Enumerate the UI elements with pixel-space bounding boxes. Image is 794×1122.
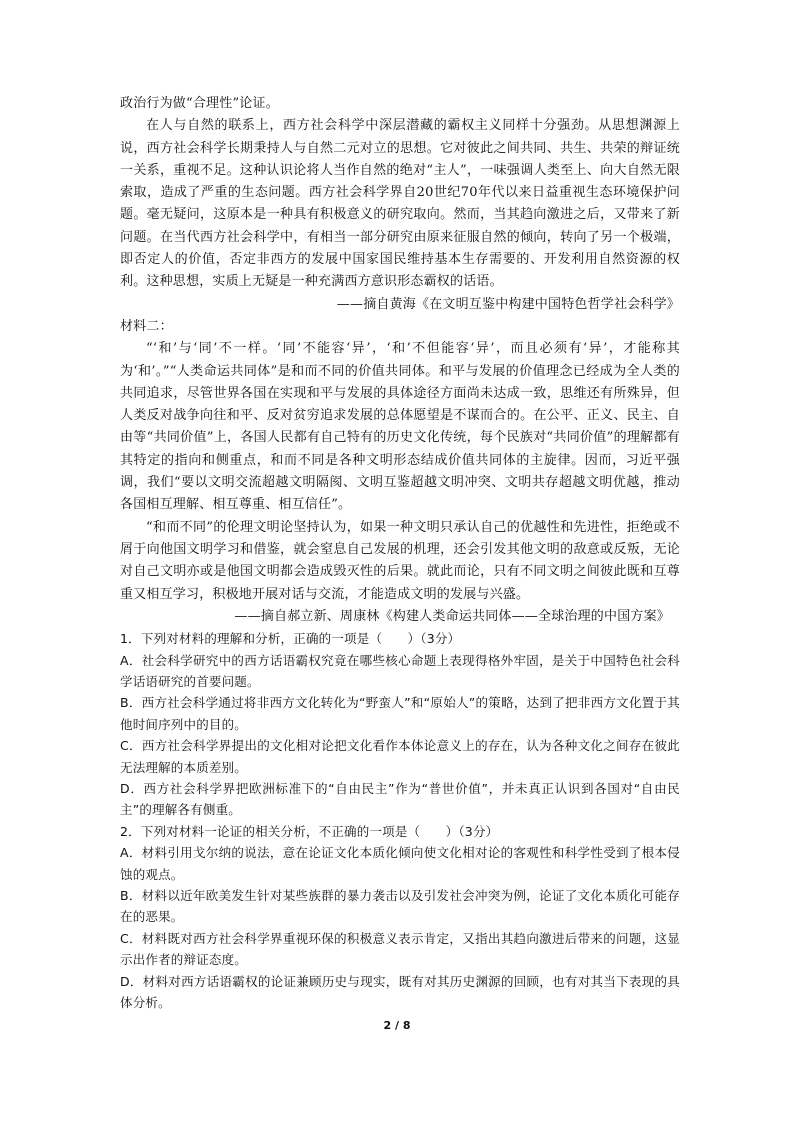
question-2-option-b: B．材料以近年欧美发生针对某些族群的暴力袭击以及引发社会冲突为例，论证了文化本质化可能存在的恶果。 — [120, 888, 680, 925]
material1-source: ——摘自黄海《在文明互鉴中构建中国特色哲学社会科学》 — [336, 296, 680, 312]
material2-source: ——摘自郝立新、周康林《构建人类命运共同体——全球治理的中国方案》 — [234, 608, 670, 624]
material1-continuation: 政治行为做“合理性”论证。 — [120, 96, 279, 111]
question-1-option-a: A．社会科学研究中的西方话语霸权究竟在哪些核心命题上表现得格外牢固，是关于中国特色社会科学话语研究的首要问题。 — [120, 652, 680, 689]
page-number: 2 / 8 — [383, 1019, 411, 1032]
question-1-option-d: D．西方社会科学界把欧洲标准下的“自由民主”作为“普世价值”，并未真正认识到各国对“自由民主”的理解各有侧重。 — [120, 780, 680, 818]
material2-heading: 材料二： — [120, 318, 173, 334]
material2-paragraph-2: “和而不同”的伦理文明论坚持认为，如果一种文明只承认自己的优越性和先进性，拒绝或不屑于向他国文明学习和借鉴，就会窒息自己发展的机理，还会引发其他文明的敌意或反叛，无论对自己文明亦或是他国文明都会造成毁灭性的后果。就此而论，只有不同文明之间彼此既和互尊重又相互学习，积极地开展对话与交流，才能造成文明的发展与兴盛。 — [120, 519, 680, 602]
material1-paragraph: 在人与自然的联系上，西方社会科学中深层潜藏的霸权主义同样十分强劲。从思想渊源上说，西方社会科学长期秉持人与自然二元对立的思想。它对彼此之间共同、共生、共荣的辩证统一关系，重视不足。这种认识论将人当作自然的绝对“主人”，一味强调人类至上、向大自然无限索取，造成了严重的生态问题。西方社会科学界自20世纪70年代以来日益重视生态环境保护问题。毫无疑问，这原本是一种具有积极意义的研究取向。然而，当其趋向激进之后，又带来了新问题。在当代西方社会科学中，有相当一部分研究由原来征服自然的倾向，转向了另一个极端，即否定人的价值，否定非西方的发展中国家国民维持基本生存需要的、开发利用自然资源的权利。这种思想，实质上无疑是一种充满西方意识形态霸权的话语。 — [120, 118, 680, 290]
material2-paragraph-1: “‘和’与‘同’不一样。‘同’不能容‘异’，‘和’不但能容‘异’，而且必须有‘异’，才能称其为‘和’。”“人类命运共同体”是和而不同的价值共同体。和平与发展的价值理念已经成为全人类的共同追求，尽管世界各国在实现和平与发展的具体途径方面尚未达成一致，思维还有所殊异，但人类反对战争向往和平、反对贫穷追求发展的总体愿望是不谋而合的。在公平、正义、民主、自由等“共同价值”上，各国人民都有自己特有的历史文化传统，每个民族对“共同价值”的理解都有其特定的指向和侧重点，和而不同是各种文明形态结成价值共同体的主旋律。因而，习近平强调，我们“要以文明交流超越文明隔阂、文明互鉴超越文明冲突、文明共存超越文明优越，推动各国相互理解、相互尊重、相互信任”。 — [120, 341, 680, 513]
question-1-option-b: B．西方社会科学通过将非西方文化转化为“野蛮人”和“原始人”的策略，达到了把非西方文化置于其他时间序列中的目的。 — [120, 695, 680, 732]
questions-section — [120, 628, 680, 1013]
question-2-option-d: D．材料对西方话语霸权的论证兼顾历史与现实，既有对其历史渊源的回顾，也有对其当下表现的具体分析。 — [120, 973, 680, 1011]
question-1-stem: 1．下列对材料的理解和分析，正确的一项是（ ）（3分） — [120, 631, 461, 647]
page-content — [120, 93, 680, 1013]
question-1-option-c: C．西方社会科学界提出的文化相对论把文化看作本体论意义上的存在，认为各种文化之间存在彼此无法理解的本质差别。 — [120, 738, 680, 775]
question-2-stem: 2．下列对材料一论证的相关分析，不正确的一项是（ ）（3分） — [120, 823, 499, 839]
question-2-option-a: A．材料引用戈尔纳的说法，意在论证文化本质化倾向使文化相对论的客观性和科学性受到了根本侵蚀的观点。 — [120, 845, 680, 882]
question-2-option-c: C．材料既对西方社会科学界重视环保的积极意义表示肯定，又指出其趋向激进后带来的问题，这显示出作者的辩证态度。 — [120, 930, 680, 968]
